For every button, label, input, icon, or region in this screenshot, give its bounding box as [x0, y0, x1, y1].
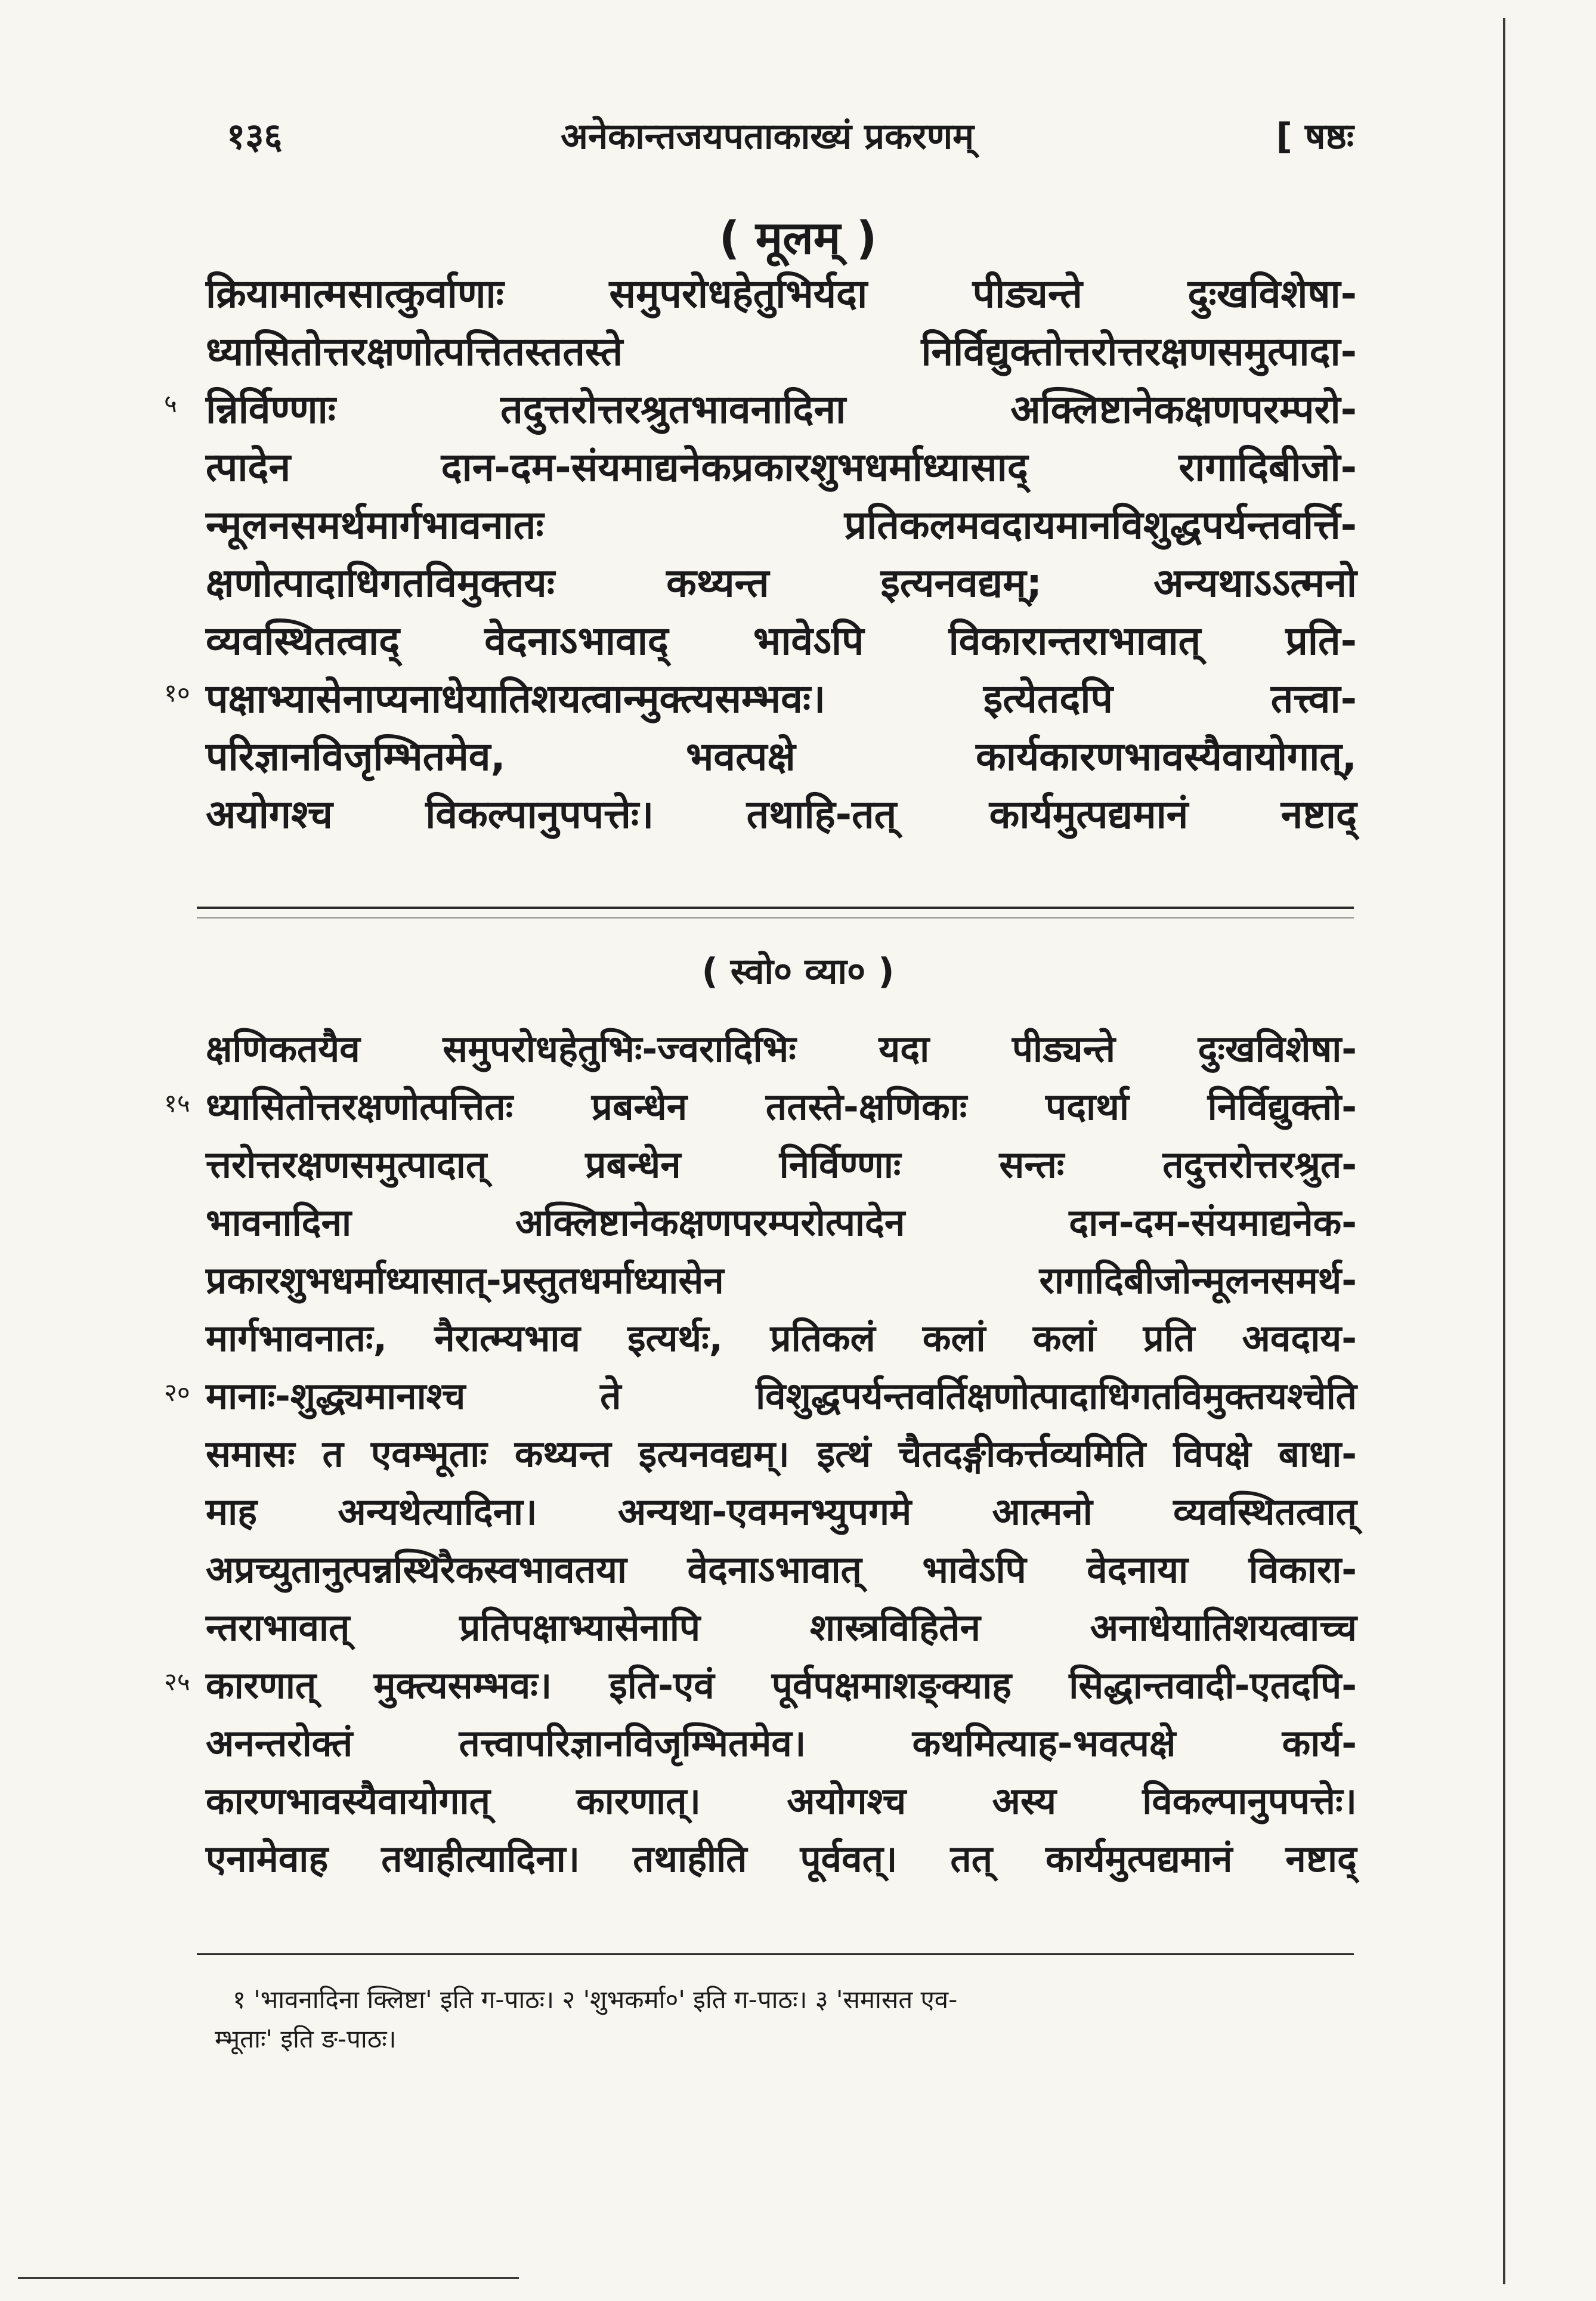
line-text: क्षणोत्पादाधिगतविमुक्तयः कथ्यन्त इत्यनवद्यम्; अन्यथाऽऽत्मनो: [206, 560, 1357, 606]
text-line: [164, 1659, 1357, 1717]
text-line: [206, 1544, 1357, 1601]
text-line: [164, 670, 1357, 728]
line-text: क्रियामात्मसात्कुर्वाणाः समुपरोधहेतुभिर्यदा पीड्यन्ते दुःखविशेषा-: [206, 271, 1357, 317]
mula-text-block: [164, 265, 1357, 844]
line-text: ध्यासितोत्तरक्षणोत्पत्तितः प्रबन्धेन ततस्ते-क्षणिकाः पदार्था निर्विद्युक्तो-: [206, 1085, 1357, 1128]
page-edge-line: [1503, 18, 1505, 2284]
line-text: मार्गभावनातः, नैरात्म्यभाव इत्यर्थः, प्रतिकलं कलां कलां प्रति अवदाय-: [206, 1316, 1357, 1360]
line-number: ५: [164, 389, 177, 418]
footnote-line: म्भूताः' इति ङ-पाठः।: [215, 2024, 397, 2053]
text-line: [206, 555, 1357, 613]
line-text: अनन्तरोक्तं तत्त्वापरिज्ञानविजृम्भितमेव। कथमित्याह-भवत्पक्षे कार्य-: [206, 1721, 1357, 1765]
text-line: [206, 265, 1357, 323]
page-number: १३६: [227, 116, 283, 157]
line-number: २५: [164, 1667, 190, 1696]
line-text: मानाः-शुद्ध्यमानाश्च ते विशुद्धपर्यन्तवर्तिक्षणोत्पादाधिगतविमुक्तयश्चेति: [206, 1374, 1357, 1418]
text-line: [206, 497, 1357, 555]
line-text: न्तराभावात् प्रतिपक्षाभ्यासेनापि शास्त्रविहितेन अनाधेयातिशयत्वाच्च: [206, 1606, 1357, 1649]
line-text: माह अन्यथेत्यादिना। अन्यथा-एवमनभ्युपगमे आत्मनो व्यवस्थितत्वात्: [206, 1490, 1357, 1533]
line-text: व्यवस्थितत्वाद् वेदनाऽभावाद् भावेऽपि विकारान्तराभावात् प्रति-: [206, 618, 1357, 664]
line-text: समासः त एवम्भूताः कथ्यन्त इत्यनवद्यम्। इत्थं चैतदङ्गीकर्त्तव्यमिति विपक्षे बाधा-: [206, 1432, 1357, 1476]
text-line: [206, 1139, 1357, 1196]
section-marker: [ षष्ठः: [1276, 116, 1354, 157]
running-title: अनेकान्तजयपताकाख्यं प्रकरणम्: [561, 116, 975, 157]
mula-heading: ( मूलम् ): [719, 211, 877, 264]
text-line: [206, 1023, 1357, 1081]
text-line: [206, 1428, 1357, 1486]
text-line: [206, 439, 1357, 497]
line-text: ध्यासितोत्तरक्षणोत्पत्तितस्ततस्ते निर्विद्युक्तोत्तरोत्तरक्षणसमुत्पादा-: [206, 329, 1357, 375]
text-line: [206, 1254, 1357, 1312]
line-text: त्पादेन दान-दम-संयमाद्यनेकप्रकारशुभधर्माध्यासाद् रागादिबीजो-: [206, 444, 1357, 490]
text-line: [164, 1081, 1357, 1139]
text-line: [206, 1601, 1357, 1659]
line-text: अयोगश्च विकल्पानुपपत्तेः। तथाहि-तत् कार्यमुत्पद्यमानं नष्टाद्: [206, 791, 1357, 837]
line-text: क्षणिकतयैव समुपरोधहेतुभिः-ज्वरादिभिः यदा पीड्यन्ते दुःखविशेषा-: [206, 1027, 1357, 1071]
vyakhya-text-block: [164, 1023, 1357, 1891]
line-text: कारणभावस्यैवायोगात् कारणात्। अयोगश्च अस्य विकल्पानुपपत्तेः।: [206, 1779, 1357, 1823]
text-line: [206, 323, 1357, 381]
text-line: [206, 728, 1357, 786]
section-divider-dotted: [197, 917, 1354, 918]
line-text: त्तरोत्तरक्षणसमुत्पादात् प्रबन्धेन निर्विण्णाः सन्तः तदुत्तरोत्तरश्रुत-: [206, 1143, 1357, 1186]
line-number: १०: [164, 678, 190, 707]
bottom-edge-line: [18, 2277, 519, 2279]
text-line: [206, 1775, 1357, 1833]
footnote-divider: [197, 1953, 1354, 1955]
text-line: [206, 786, 1357, 844]
footnote-line: १ 'भावनादिना क्लिष्टा' इति ग-पाठः। २ 'शुभकर्मा०' इति ग-पाठः। ३ 'समासत एव-: [233, 1985, 958, 2014]
footnotes: [215, 1980, 1342, 2059]
line-number: १५: [164, 1088, 190, 1118]
text-line: [206, 1717, 1357, 1775]
text-line: [206, 1312, 1357, 1370]
text-line: [164, 1370, 1357, 1428]
running-header: [191, 110, 1354, 164]
text-line: [206, 613, 1357, 670]
line-text: भावनादिना अक्लिष्टानेकक्षणपरम्परोत्पादेन दान-दम-संयमाद्यनेक-: [206, 1201, 1357, 1244]
text-line: [164, 381, 1357, 439]
line-text: पक्षाभ्यासेनाप्यनाधेयातिशयत्वान्मुक्त्यसम्भवः। इत्येतदपि तत्त्वा-: [206, 676, 1357, 722]
text-line: [206, 1833, 1357, 1891]
line-number: २०: [164, 1378, 190, 1407]
line-text: परिज्ञानविजृम्भितमेव, भवत्पक्षे कार्यकारणभावस्यैवायोगात्,: [206, 734, 1357, 780]
line-text: अप्रच्युतानुत्पन्नस्थिरैकस्वभावतया वेदनाऽभावात् भावेऽपि वेदनाया विकारा-: [206, 1548, 1357, 1591]
line-text: प्रकारशुभधर्माध्यासात्-प्रस्तुतधर्माध्यासेन रागादिबीजोन्मूलनसमर्थ-: [206, 1258, 1357, 1302]
line-text: न्मूलनसमर्थमार्गभावनातः प्रतिकलमवदायमानविशुद्धपर्यन्तवर्त्ति-: [206, 502, 1357, 548]
vyakhya-heading: ( स्वो० व्या० ): [701, 951, 895, 992]
line-text: न्निर्विण्णाः तदुत्तरोत्तरश्रुतभावनादिना अक्लिष्टानेकक्षणपरम्परो-: [206, 386, 1357, 432]
section-divider: [197, 907, 1354, 909]
line-text: कारणात् मुक्त्यसम्भवः। इति-एवं पूर्वपक्षमाशङ्क्याह सिद्धान्तवादी-एतदपि-: [206, 1663, 1357, 1707]
text-line: [206, 1486, 1357, 1544]
text-line: [206, 1196, 1357, 1254]
line-text: एनामेवाह तथाहीत्यादिना। तथाहीति पूर्ववत्। तत् कार्यमुत्पद्यमानं नष्टाद्: [206, 1837, 1357, 1881]
